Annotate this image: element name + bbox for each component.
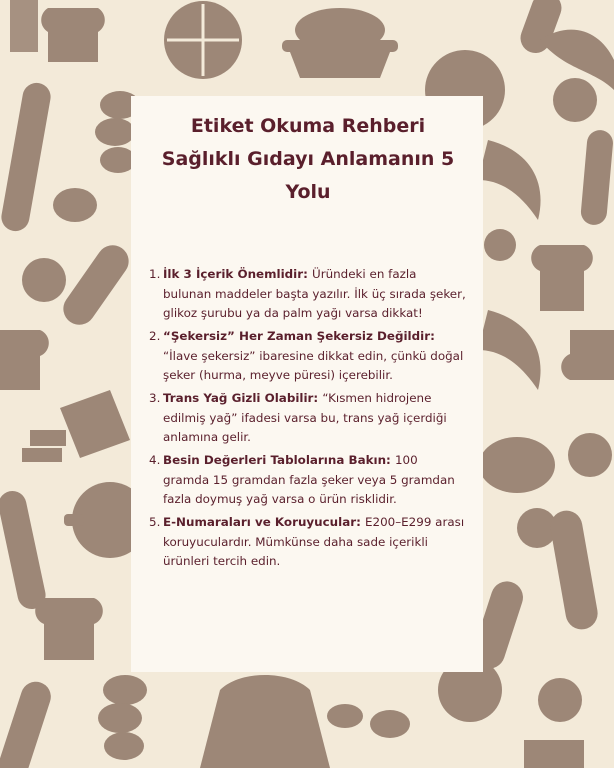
round-bun-icon <box>22 258 66 302</box>
tip-number: 2. <box>149 329 161 343</box>
round-bun-icon <box>484 229 516 261</box>
tip-number: 1. <box>149 267 161 281</box>
guide-card <box>131 96 483 672</box>
baking-dish-icon <box>282 8 398 78</box>
list-item <box>149 327 467 386</box>
round-bun-icon <box>568 433 612 477</box>
baguette-icon <box>580 129 614 226</box>
pretzel-icon <box>479 437 555 493</box>
braided-bread-icon <box>98 675 147 760</box>
list-item <box>149 389 467 448</box>
bread-loaf-icon <box>561 330 614 380</box>
tip-number: 4. <box>149 453 161 467</box>
tip-text: Üründeki en fazla bulunan maddeler başta yazılır. İlk üç sırada şeker, glikoz şurubu ya da palm yağı varsa dikkat! <box>163 267 466 320</box>
round-bun-icon <box>53 188 97 222</box>
baguette-icon <box>0 678 55 768</box>
tip-number: 5. <box>149 515 161 529</box>
bread-loaf-icon <box>0 330 49 390</box>
tip-text: “İlave şekersiz” ibaresine dikkat edin, çünkü doğal şeker (hurma, meyve püresi) içerebilir. <box>163 348 464 382</box>
list-item <box>149 513 467 572</box>
flour-sack-icon <box>200 675 330 768</box>
tip-heading: “Şekersiz” Her Zaman Şekersiz Değildir: <box>163 329 435 343</box>
title-line-3: Yolu <box>285 181 331 203</box>
list-item <box>149 265 467 324</box>
croissant-icon <box>478 140 541 220</box>
guide-title <box>149 110 467 209</box>
croissant-icon <box>478 310 541 390</box>
baguette-icon <box>57 239 135 331</box>
title-line-1: Etiket Okuma Rehberi <box>190 115 426 137</box>
bread-loaf-icon <box>35 598 103 660</box>
tip-heading: E-Numaraları ve Koruyucular: <box>163 515 361 529</box>
baguette-icon <box>548 508 600 632</box>
tip-number: 3. <box>149 391 161 405</box>
baguette-icon <box>0 488 48 611</box>
bread-loaf-icon <box>10 0 105 62</box>
tips-list <box>149 265 467 572</box>
tip-heading: Besin Değerleri Tablolarına Bakın: <box>163 453 391 467</box>
round-bun-icon <box>327 704 410 738</box>
round-bun-icon <box>553 78 597 122</box>
tip-heading: İlk 3 İçerik Önemlidir: <box>163 267 308 281</box>
round-bun-icon <box>538 678 582 722</box>
bread-loaf-icon <box>524 740 584 768</box>
tip-text: E200–E299 arası koruyuculardır. Mümkünse daha sade içerikli ürünleri tercih edin. <box>163 515 465 568</box>
bread-loaf-icon <box>531 245 593 311</box>
sliced-bread-icon <box>22 390 130 462</box>
tip-text: “Kısmen hidrojene edilmiş yağ” ifadesi varsa bu, trans yağ içerdiği anlamına gelir. <box>163 391 447 444</box>
tip-text: 100 gramda 15 gramdan fazla şeker veya 5 gramdan fazla doymuş yağ varsa o ürün risklidir. <box>163 453 455 506</box>
title-line-2: Sağlıklı Gıdayı Anlamanın 5 <box>161 148 455 170</box>
round-bun-icon <box>164 1 242 79</box>
baguette-icon <box>0 81 53 234</box>
tip-heading: Trans Yağ Gizli Olabilir: <box>163 391 319 405</box>
list-item <box>149 451 467 510</box>
